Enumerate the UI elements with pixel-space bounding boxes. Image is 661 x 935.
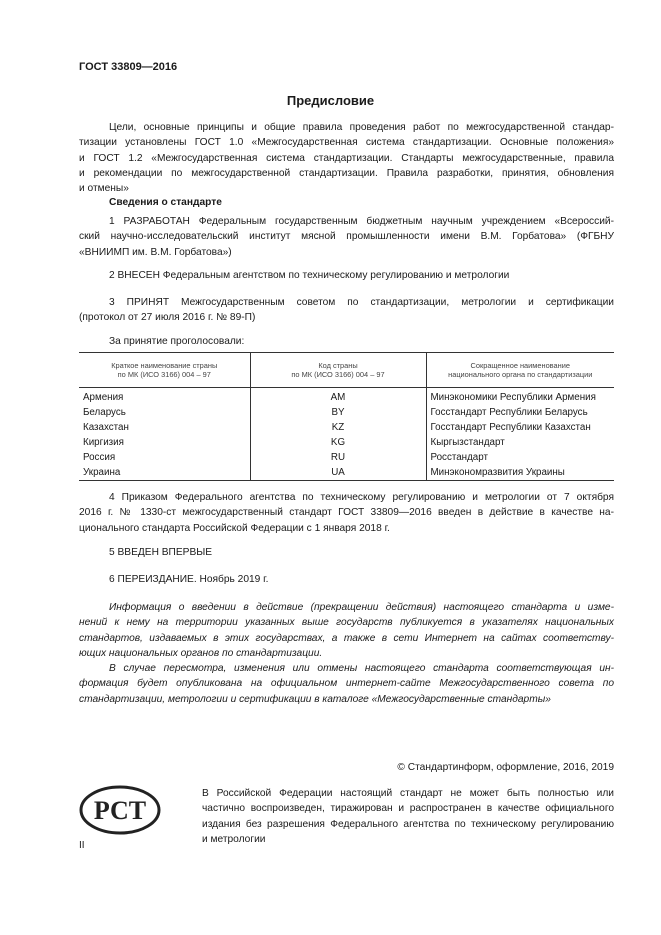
text-line: частично воспроизведен, тиражирован и распространен в качестве официального	[202, 803, 614, 815]
text-line: Информация о введении в действие (прекращении действия) настоящего стандарта и измe-	[109, 602, 614, 613]
country-cell: Армения	[83, 392, 124, 403]
item-enacted	[79, 490, 614, 536]
info-paragraph-1	[79, 600, 614, 661]
country-cell: Украина	[79, 465, 250, 481]
table-row	[79, 465, 614, 481]
item-reissue	[79, 572, 614, 587]
text-line: 5 ВВЕДЕН ВПЕРВЫЕ	[109, 547, 213, 558]
text-line: За принятие проголосовали:	[109, 336, 245, 347]
table-row	[79, 435, 614, 450]
text-line: тизации установлены ГОСТ 1.0 «Межгосударственная система стандартизации. Основные положения»	[79, 137, 614, 149]
body-cell: Кыргызстандарт	[426, 435, 614, 450]
page-number: II	[79, 840, 85, 851]
text-line: формация будет опубликована на официальном интернет-сайте Межгосударственного совета по	[79, 678, 614, 690]
text-line: ский научно-исследовательский институт мясной промышленности имени В.М. Горбатова» (ФГБНУ	[79, 231, 614, 243]
page-title: Предисловие	[286, 93, 375, 108]
code-cell: KG	[250, 435, 426, 450]
text-line: 4 Приказом Федерального агентства по техническому регулированию и метрологии от 7 октября	[109, 492, 614, 503]
code-cell: RU	[250, 450, 426, 465]
text-line: 1 РАЗРАБОТАН Федеральным государственным бюджетным научным учреждением «Всероссий-	[109, 216, 614, 227]
text-line: (протокол от 27 июля 2016 г. № 89-П)	[79, 312, 256, 324]
body-cell: Росстандарт	[426, 450, 614, 465]
voted-label	[79, 334, 614, 349]
text-line: ционального стандарта Российской Федерации с 1 января 2018 г.	[79, 522, 390, 534]
text-line: В Российской Федерации настоящий стандарт не может быть полностью или	[202, 788, 614, 799]
body-cell: Минэкономразвития Украины	[426, 465, 614, 481]
section-heading-text: Сведения о стандарте	[109, 197, 222, 208]
reproduction-notice	[202, 786, 614, 847]
text-line: 6 ПЕРЕИЗДАНИЕ. Ноябрь 2019 г.	[109, 574, 269, 585]
text-line: и метрологии	[202, 833, 266, 845]
text-line: стандартизации, метрологии и сертификации в каталоге «Межгосударственные стандарты»	[79, 693, 551, 705]
text-line: В случае пересмотра, изменения или отмены настоящего стандарта соответствующая ин-	[109, 663, 614, 674]
country-cell: Беларусь	[83, 407, 126, 418]
body-cell: Госстандарт Республики Беларусь	[426, 405, 614, 420]
table-row	[79, 388, 614, 406]
copyright: © Стандартинформ, оформление, 2016, 2019	[397, 762, 614, 773]
code-cell: BY	[250, 405, 426, 420]
item-adopted	[79, 295, 614, 326]
header-country-name: Краткое наименование страны по МК (ИСО 3166) 004 – 97	[79, 353, 250, 388]
standard-id: ГОСТ 33809—2016	[79, 61, 178, 73]
country-cell: Киргизия	[83, 437, 124, 448]
logo-text: РСТ	[93, 796, 147, 825]
item-developed	[79, 214, 614, 260]
voting-table	[79, 352, 614, 481]
country-cell: Россия	[83, 452, 116, 463]
text-line: и рекомендации по межгосударственной стандартизации. Правила разработки, принятия, обновления	[79, 167, 614, 179]
table-row	[79, 450, 614, 465]
item-first-introduced	[79, 545, 614, 560]
text-line: и ГОСТ 1.2 «Межгосударственная система стандартизации. Стандарты межгосударственные, правила	[79, 152, 614, 164]
code-cell: KZ	[250, 420, 426, 435]
text-line: издания без разрешения Федерального агентства по техническому регулированию	[202, 818, 614, 830]
header-country-code: Код страны по МК (ИСО 3166) 004 – 97	[250, 353, 426, 388]
text-line: 2 ВНЕСЕН Федеральным агентством по техническому регулированию и метрологии	[109, 270, 510, 281]
rst-logo-icon	[79, 785, 161, 835]
text-line: 3 ПРИНЯТ Межгосударственным советом по стандартизации, метрологии и сертификации	[109, 297, 614, 308]
text-line: 2016 г. № 1330-ст межгосударственный стандарт ГОСТ 33809—2016 введен в действие в качестве на-	[79, 507, 614, 519]
text-line: и отмены»	[79, 183, 129, 195]
text-line: Цели, основные принципы и общие правила проведения работ по межгосударственной стандар-	[109, 122, 614, 133]
intro-paragraph	[79, 120, 614, 196]
body-cell: Госстандарт Республики Казахстан	[426, 420, 614, 435]
info-paragraph-2	[79, 661, 614, 707]
table-header-row	[79, 353, 614, 388]
text-line: ющих национальных органов по стандартизации.	[79, 647, 323, 659]
text-line: «ВНИИМП им. В.М. Горбатова»)	[79, 246, 232, 258]
section-heading	[79, 195, 614, 210]
body-cell: Минэкономики Республики Армения	[426, 388, 614, 406]
text-line: стандартов, издаваемых в этих государствах, а также в сети Интернет на сайтах соответству-	[79, 632, 614, 644]
code-cell: AM	[250, 388, 426, 406]
table-row	[79, 405, 614, 420]
header-national-body: Сокращенное наименование национального органа по стандартизации	[426, 353, 614, 388]
country-cell: Казахстан	[83, 422, 129, 433]
item-introduced	[79, 268, 614, 283]
text-line: нений к нему на территории указанных выше государств публикуется в указателях национальных	[79, 617, 614, 629]
table-row	[79, 420, 614, 435]
code-cell: UA	[250, 465, 426, 481]
